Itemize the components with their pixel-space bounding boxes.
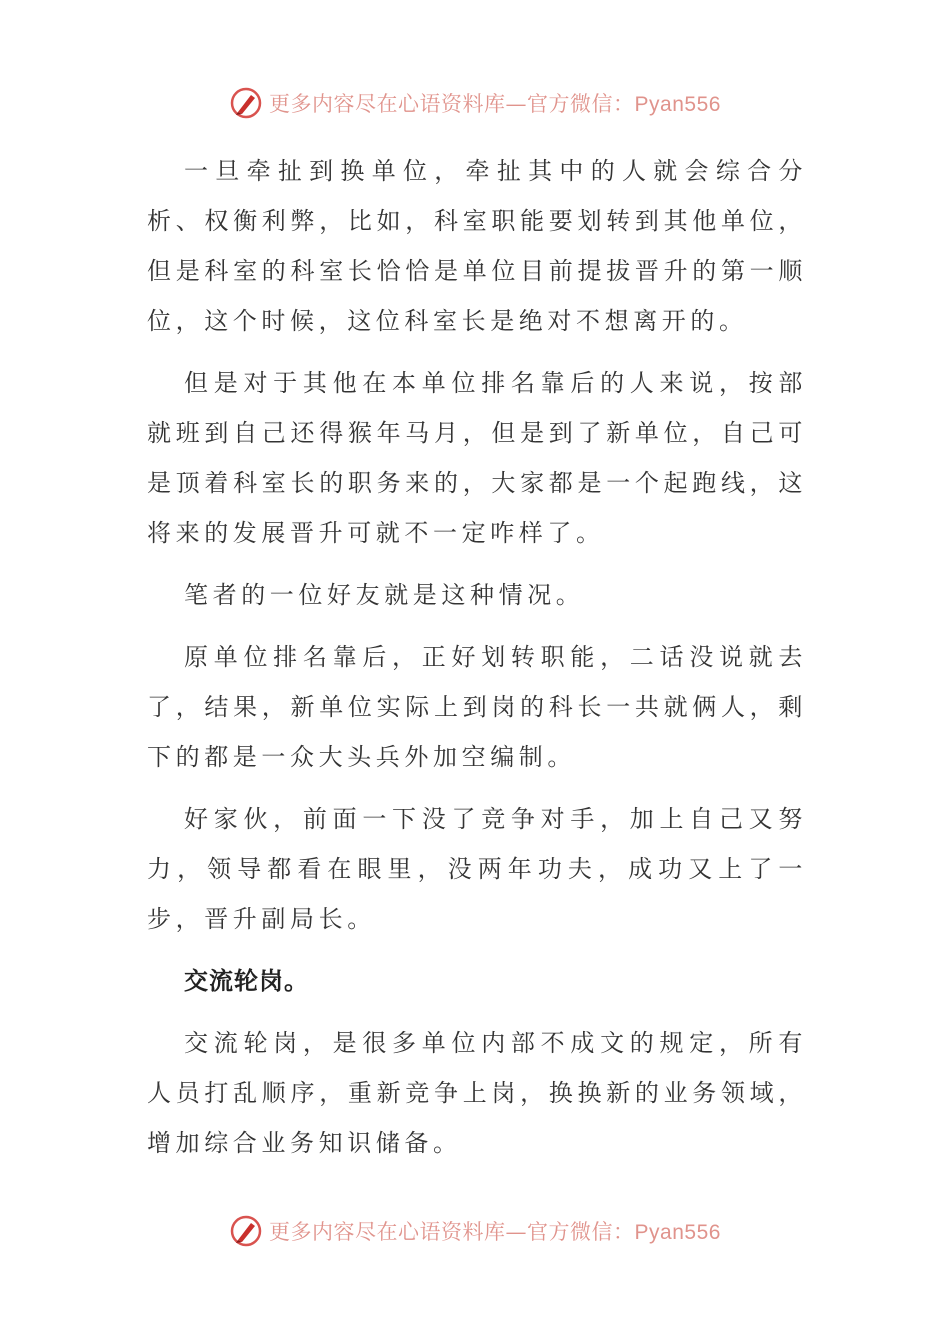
section-heading: 交流轮岗。 <box>184 967 309 995</box>
banner-handle: Pyan556 <box>634 93 721 116</box>
banner-label: 更多内容尽在心语资料库—官方微信： <box>269 1220 635 1244</box>
paragraph-3: 笔者的一位好友就是这种情况。 <box>184 581 585 609</box>
paragraph-5: 好家伙，前面一下没了竞争对手，加上自己又努力，领导都看在眼里，没两年功夫，成功又上了一步，晋升副局长。 <box>147 805 807 933</box>
paragraph-2: 但是对于其他在本单位排名靠后的人来说，按部就班到自己还得猴年马月，但是到了新单位，自己可是顶着科室长的职务来的，大家都是一个起跑线，这将来的发展晋升可就不一定咋样了。 <box>147 369 807 547</box>
pen-circle-logo-icon <box>229 1214 263 1248</box>
banner-text <box>269 88 721 118</box>
pen-circle-logo-icon <box>229 86 263 120</box>
banner-label: 更多内容尽在心语资料库—官方微信： <box>269 92 635 116</box>
banner-handle: Pyan556 <box>634 1221 721 1244</box>
paragraph-1: 一旦牵扯到换单位，牵扯其中的人就会综合分析、权衡利弊，比如，科室职能要划转到其他单位，但是科室的科室长恰恰是单位目前提拔晋升的第一顺位，这个时候，这位科室长是绝对不想离开的。 <box>147 157 807 335</box>
paragraph-6: 交流轮岗，是很多单位内部不成文的规定，所有人员打乱顺序，重新竞争上岗，换换新的业务领域，增加综合业务知识储备。 <box>147 1029 807 1157</box>
paragraph-4: 原单位排名靠后，正好划转职能，二话没说就去了，结果，新单位实际上到岗的科长一共就俩人，剩下的都是一众大头兵外加空编制。 <box>147 643 807 771</box>
banner-text <box>269 1216 721 1246</box>
footer-banner <box>0 1211 950 1251</box>
header-banner <box>0 83 950 123</box>
document-body <box>147 146 807 1180</box>
